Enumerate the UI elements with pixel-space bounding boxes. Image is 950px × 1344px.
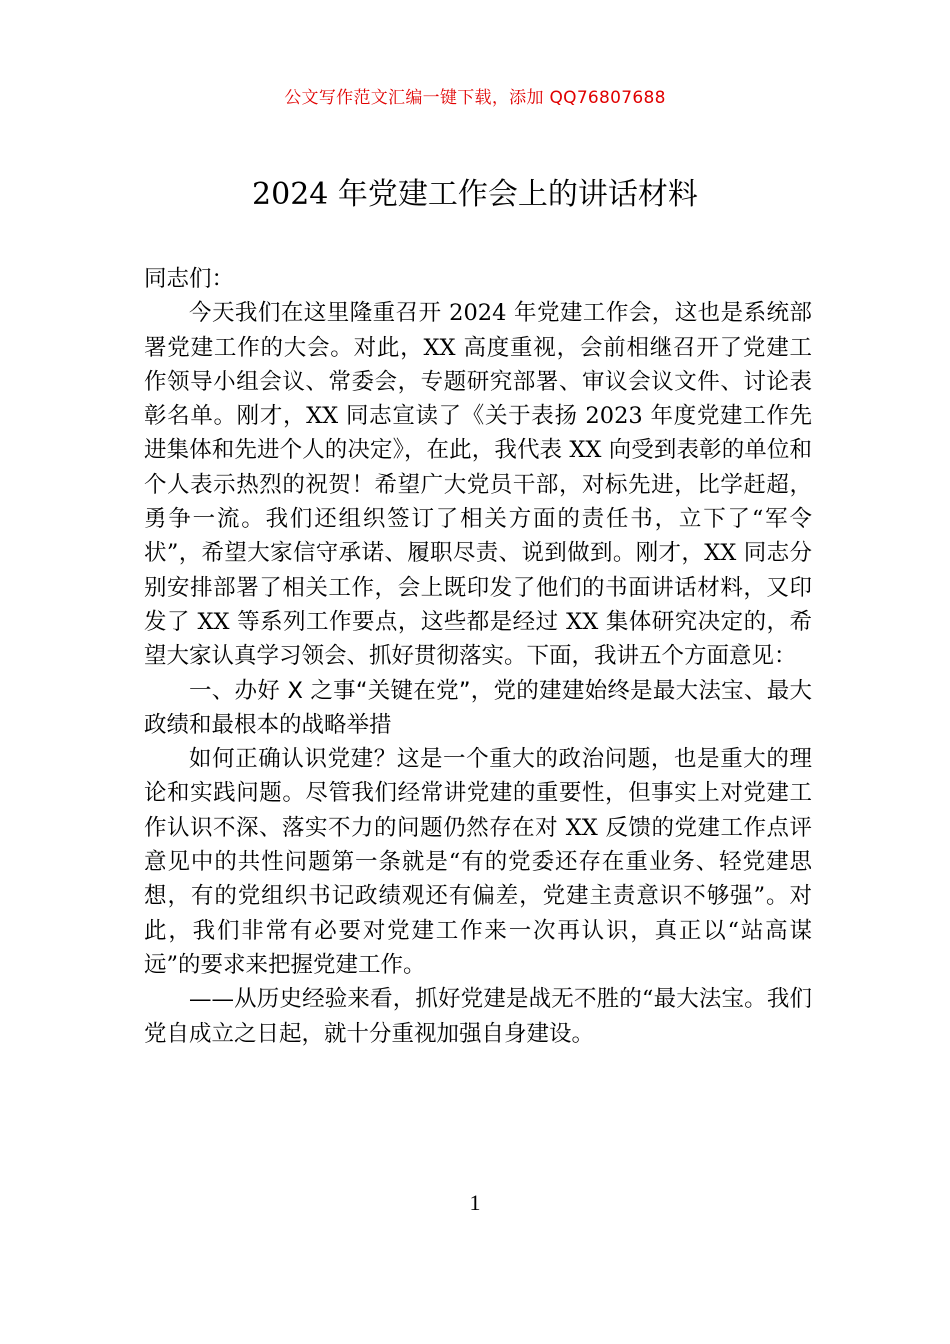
- section-paragraph: ——从历史经验来看，抓好党建是战无不胜的“最大法宝。我们党自成立之日起，就十分重视加强自身建设。: [144, 986, 812, 1047]
- opening-paragraph: 今天我们在这里隆重召开 2024 年党建工作会，这也是系统部署党建工作的大会。对此，XX 高度重视，会前相继召开了党建工作领导小组会议、常委会，专题研究部署、审议会议文件、讨论表彰名单。刚才，XX 同志宣读了《关于表扬 2023 年度党建工作先进集体和先进个人的决定》，在此，我代表 XX 向受到表彰的单位和个人表示热烈的祝贺！希望广大党员干部，对标先进，比学赶超，勇争一流。我们还组织签订了相关方面的责任书，立下了“军令状”，希望大家信守承诺、履职尽责、说到做到。刚才，XX 同志分别安排部署了相关工作，会上既印发了他们的书面讲话材料，又印发了 XX 等系列工作要点，这些都是经过 XX 集体研究决定的，希望大家认真学习领会、抓好贯彻落实。下面，我讲五个方面意见：: [144, 300, 812, 670]
- section-heading: 一、办好 X 之事“关键在党”，党的建建始终是最大法宝、最大政绩和最根本的战略举措: [144, 677, 812, 738]
- salutation: 同志们：: [144, 266, 235, 292]
- page-number: 1: [469, 1190, 481, 1215]
- document-title: 2024 年党建工作会上的讲话材料: [252, 177, 698, 212]
- document-body: [144, 262, 812, 1051]
- section-paragraph: 如何正确认识党建？这是一个重大的政治问题，也是重大的理论和实践问题。尽管我们经常讲党建的重要性，但事实上对党建工作认识不深、落实不力的问题仍然存在对 XX 反馈的党建工作点评意见中的共性问题第一条就是“有的党委还存在重业务、轻党建思想，有的党组织书记政绩观还有偏差，党建主责意识不够强”。对此，我们非常有必要对党建工作来一次再认识，真正以“站高谋远”的要求来把握党建工作。: [144, 746, 812, 978]
- header-download-note: 公文写作范文汇编一键下载，添加 QQ76807688: [284, 88, 666, 108]
